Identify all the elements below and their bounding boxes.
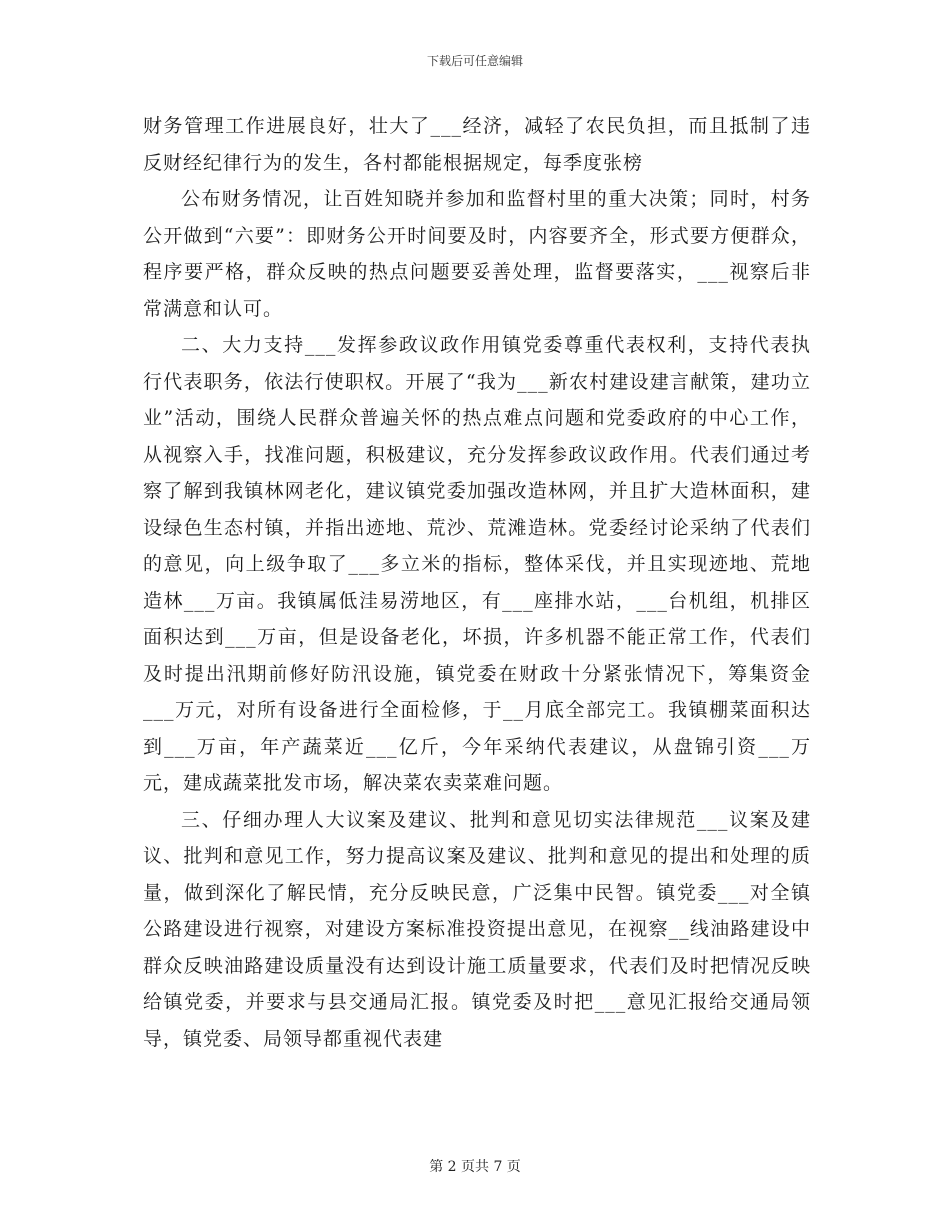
paragraph-1: 财务管理工作进展良好，壮大了___经济，减轻了农民负担，而且抵制了违反财经纪律行为的发生，各村都能根据规定，每季度张榜 [143, 115, 811, 174]
document-body [143, 108, 811, 1057]
paragraph-2: 公布财务情况，让百姓知晓并参加和监督村里的重大决策；同时，村务公开做到“六要”：即财务公开时间要及时，内容要齐全，形式要方便群众，程序要严格，群众反映的热点问题要妥善处理，监督要落实，___视察后非常满意和认可。 [143, 188, 811, 320]
paragraph-3: 二、大力支持___发挥参政议政作用镇党委尊重代表权利，支持代表执行代表职务，依法行使职权。开展了“我为___新农村建设建言献策，建功立业”活动，围绕人民群众普遍关怀的热点难点问题和党委政府的中心工作，从视察入手，找准问题，积极建议，充分发挥参政议政作用。代表们通过考察了解到我镇林网老化，建议镇党委加强改造林网，并且扩大造林面积，建设绿色生态村镇，并指出迹地、荒沙、荒滩造林。党委经讨论采纳了代表们的意见，向上级争取了___多立米的指标，整体采伐，并且实现迹地、荒地造林___万亩。我镇属低洼易涝地区，有___座排水站，___台机组，机排区面积达到___万亩，但是设备老化，坏损，许多机器不能正常工作，代表们及时提出汛期前修好防汛设施，镇党委在财政十分紧张情况下，筹集资金___万元，对所有设备进行全面检修，于__月底全部完工。我镇棚菜面积达到___万亩，年产蔬菜近___亿斤，今年采纳代表建议，从盘锦引资___万元，建成蔬菜批发市场，解决菜农卖菜难问题。 [143, 334, 811, 794]
paragraph-4: 三、仔细办理人大议案及建议、批判和意见切实法律规范___议案及建议、批判和意见工作，努力提高议案及建议、批判和意见的提出和处理的质量，做到深化了解民情，充分反映民意，广泛集中民智。镇党委___对全镇公路建设进行视察，对建设方案标准投资提出意见，在视察__线油路建设中群众反映油路建设质量没有达到设计施工质量要求，代表们及时把情况反映给镇党委，并要求与县交通局汇报。镇党委及时把___意见汇报给交通局领导，镇党委、局领导都重视代表建 [143, 808, 811, 1050]
page-number: 第 2 页共 7 页 [429, 1159, 521, 1175]
page-header: 下载后可任意编辑 [426, 54, 523, 68]
